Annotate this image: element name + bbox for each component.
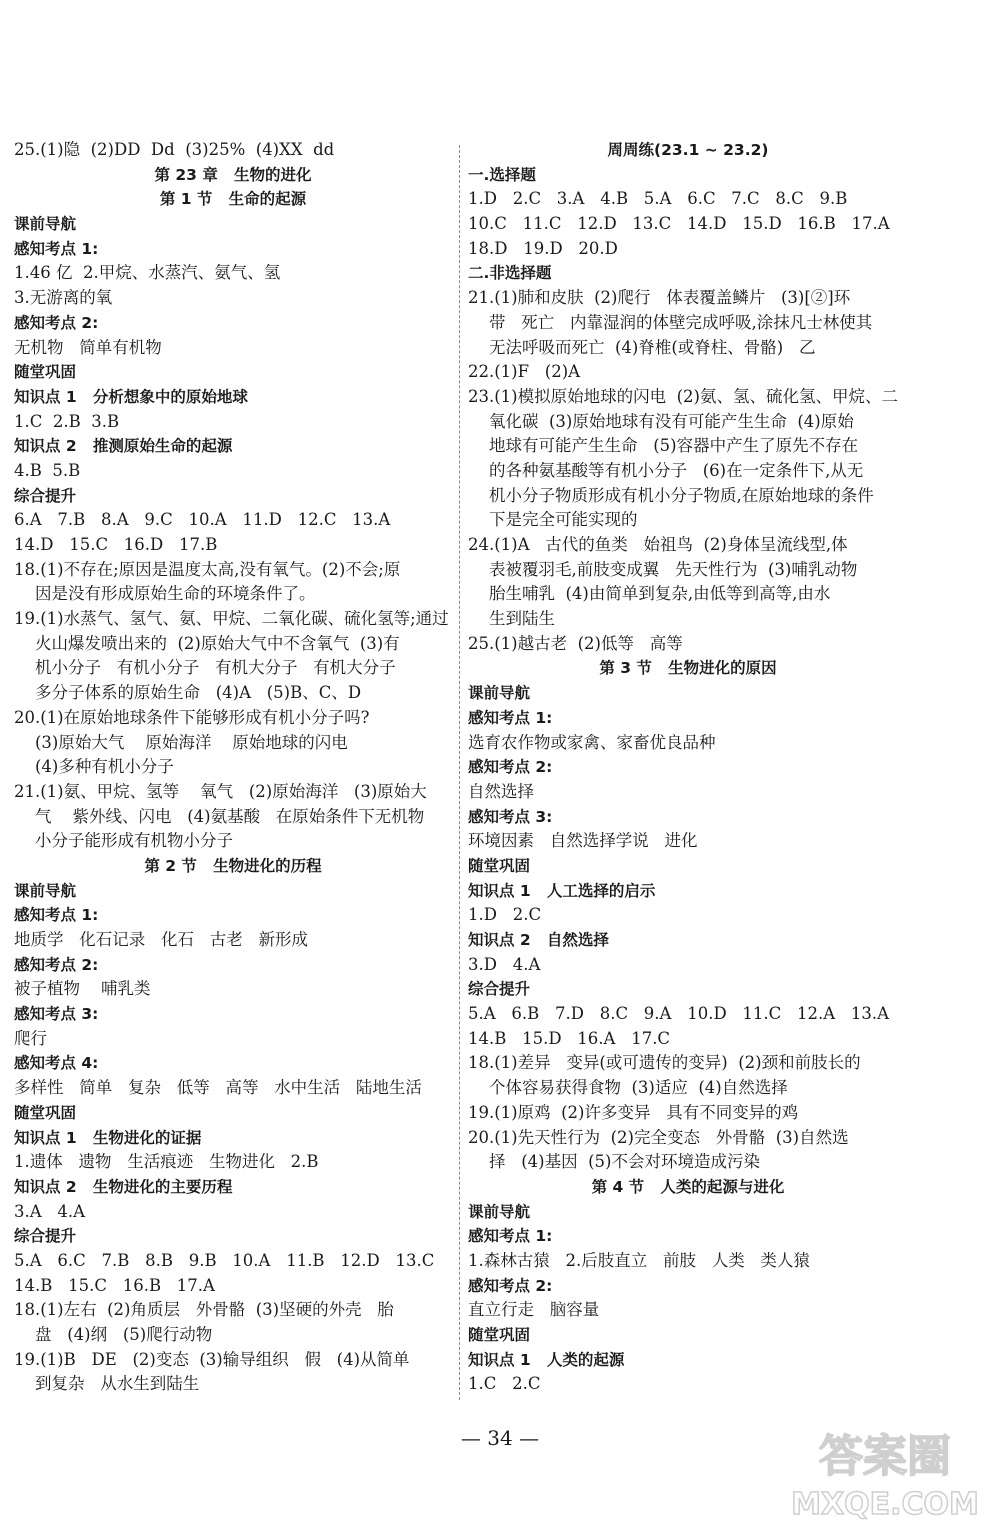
answer-line: 直立行走 脑容量 — [468, 1300, 600, 1320]
answer-line: 25.(1)隐 (2)DD Dd (3)25% (4)XX dd — [14, 140, 335, 159]
answer-line: 气 紫外线、闪电 (4)氨基酸 在原始条件下无机物 — [14, 806, 425, 826]
watermark-line1: 答案圈 — [819, 1431, 951, 1482]
answer-line: 10.C 11.C 12.D 13.C 14.D 15.D 16.B 17.A — [468, 214, 890, 234]
section-heading: 第 2 节 生物进化的历程 — [144, 856, 322, 875]
answer-line: 23.(1)模拟原始地球的闪电 (2)氨、氢、硫化氢、甲烷、二 — [468, 386, 898, 406]
answer-line: 3.无游离的氧 — [14, 288, 113, 308]
answer-line: 下是完全可能实现的 — [468, 510, 638, 530]
answer-line: 爬行 — [14, 1028, 47, 1048]
answer-line: 14.D 15.C 16.D 17.B — [14, 535, 218, 554]
section-heading: 周周练(23.1 ~ 23.2) — [607, 141, 769, 159]
subheading: 感知考点 4: — [14, 1054, 99, 1073]
answer-line: 5.A 6.C 7.B 8.B 9.B 10.A 11.B 12.D 13.C — [14, 1250, 435, 1270]
subheading: 知识点 2 生物进化的主要历程 — [14, 1177, 233, 1196]
answer-line: 1.森林古猿 2.后肢直立 前肢 人类 类人猿 — [468, 1250, 810, 1270]
subheading: 知识点 1 人类的起源 — [468, 1350, 625, 1369]
subheading: 感知考点 1: — [14, 239, 99, 258]
answer-line: 盘 (4)纲 (5)爬行动物 — [14, 1325, 213, 1344]
subheading: 综合提升 — [14, 1227, 77, 1246]
right-column — [468, 138, 908, 1397]
answer-line: 火山爆发喷出来的 (2)原始大气中不含氧气 (3)有 — [14, 633, 400, 653]
answer-line: 4.B 5.B — [14, 460, 81, 480]
left-column — [14, 138, 452, 1397]
answer-line: 被子植物 哺乳类 — [14, 979, 151, 999]
answer-line: 5.A 6.B 7.D 8.C 9.A 10.D 11.C 12.A 13.A — [468, 1004, 890, 1024]
answer-line: 表被覆羽毛,前肢变成翼 先天性行为 (3)哺乳动物 — [468, 559, 858, 579]
subheading: 知识点 1 生物进化的证据 — [14, 1128, 202, 1147]
subheading: 课前导航 — [14, 215, 77, 234]
subheading: 综合提升 — [14, 486, 77, 505]
answer-line: 带 死亡 内靠湿润的体壁完成呼吸,涂抹凡士林使其 — [468, 312, 873, 332]
answer-line: 因是没有形成原始生命的环境条件了。 — [14, 584, 316, 604]
answer-line: 1.遗体 遗物 生活痕迹 生物进化 2.B — [14, 1152, 319, 1172]
column-divider — [459, 145, 460, 1400]
answer-line: 6.A 7.B 8.A 9.C 10.A 11.D 12.C 13.A — [14, 510, 391, 530]
answer-line: 3.D 4.A — [468, 954, 541, 974]
answer-line: 多分子体系的原始生命 (4)A (5)B、C、D — [14, 683, 362, 703]
subheading: 随堂巩固 — [468, 1326, 531, 1344]
subheading: 知识点 1 分析想象中的原始地球 — [14, 387, 248, 406]
subheading: 随堂巩固 — [14, 363, 77, 382]
subheading: 感知考点 3: — [14, 1005, 99, 1024]
answer-line: 25.(1)越古老 (2)低等 高等 — [468, 633, 683, 653]
subheading: 课前导航 — [468, 1202, 531, 1221]
answer-line: 21.(1)肺和皮肤 (2)爬行 体表覆盖鳞片 (3)[②]环 — [468, 288, 851, 308]
answer-line: 的各种氨基酸等有机小分子 (6)在一定条件下,从无 — [468, 460, 864, 480]
answer-line: 机小分子 有机小分子 有机大分子 有机大分子 — [14, 658, 396, 678]
subheading: 随堂巩固 — [468, 856, 531, 875]
subheading: 感知考点 2: — [468, 758, 553, 777]
answer-line: 个体容易获得食物 (3)适应 (4)自然选择 — [468, 1078, 788, 1098]
subheading: 感知考点 2: — [14, 313, 99, 332]
answer-line: 20.(1)先天性行为 (2)完全变态 外骨骼 (3)自然选 — [468, 1127, 849, 1147]
answer-line: 无法呼吸而死亡 (4)脊椎(或脊柱、骨骼) 乙 — [468, 337, 816, 357]
subheading: 知识点 2 自然选择 — [468, 931, 609, 949]
answer-line: 18.(1)差异 变异(或可遗传的变异) (2)颈和前肢长的 — [468, 1053, 861, 1073]
answer-line: 地质学 化石记录 化石 古老 新形成 — [14, 930, 308, 949]
subheading: 感知考点 1: — [468, 1227, 553, 1246]
answer-line: 1.46 亿 2.甲烷、水蒸汽、氨气、氢 — [14, 263, 281, 283]
subheading: 二.非选择题 — [468, 264, 552, 283]
subheading: 综合提升 — [468, 980, 531, 999]
subheading: 知识点 2 推测原始生命的起源 — [14, 437, 233, 456]
answer-line: 机小分子物质形成有机小分子物质,在原始地球的条件 — [468, 485, 874, 505]
section-heading: 第 23 章 生物的进化 — [154, 165, 312, 184]
answer-line: 1.D 2.C — [468, 905, 542, 925]
subheading: 课前导航 — [14, 881, 77, 900]
answer-line: 19.(1)原鸡 (2)许多变异 具有不同变异的鸡 — [468, 1102, 799, 1122]
answer-line: (3)原始大气 原始海洋 原始地球的闪电 — [14, 732, 348, 752]
subheading: 感知考点 1: — [14, 906, 99, 925]
answer-line: 14.B 15.D 16.A 17.C — [468, 1028, 671, 1048]
watermark-line2: MXQE.COM — [791, 1487, 979, 1522]
answer-line: 20.(1)在原始地球条件下能够形成有机小分子吗? — [14, 707, 370, 727]
subheading: 感知考点 2: — [468, 1276, 553, 1295]
subheading: 感知考点 1: — [468, 708, 553, 727]
subheading: 感知考点 3: — [468, 807, 553, 826]
section-heading: 第 4 节 人类的起源与进化 — [591, 1177, 785, 1196]
page-number: — 34 — — [460, 1426, 540, 1450]
answer-line: 多样性 简单 复杂 低等 高等 水中生活 陆地生活 — [14, 1078, 422, 1098]
answer-line: 择 (4)基因 (5)不会对环境造成污染 — [468, 1152, 760, 1172]
answer-line: 氧化碳 (3)原始地球有没有可能产生生命 (4)原始 — [468, 411, 854, 431]
answer-line: 1.D 2.C 3.A 4.B 5.A 6.C 7.C 8.C 9.B — [468, 189, 848, 209]
section-heading: 第 3 节 生物进化的原因 — [599, 659, 777, 678]
subheading: 课前导航 — [468, 684, 531, 703]
subheading: 随堂巩固 — [14, 1103, 77, 1122]
answer-line: 小分子能形成有机物小分子 — [14, 831, 233, 851]
answer-line: 选育农作物或家禽、家畜优良品种 — [468, 732, 716, 752]
watermark-logo — [780, 1416, 990, 1526]
answer-line: 18.D 19.D 20.D — [468, 238, 618, 258]
answer-line: 无机物 简单有机物 — [14, 337, 162, 357]
answer-line: 19.(1)水蒸气、氢气、氨、甲烷、二氧化碳、硫化氢等;通过 — [14, 609, 449, 629]
answer-line: 19.(1)B DE (2)变态 (3)输导组织 假 (4)从简单 — [14, 1349, 410, 1369]
answer-line: 22.(1)F (2)A — [468, 362, 581, 382]
answer-line: 生到陆生 — [468, 609, 555, 629]
subheading: 知识点 1 人工选择的启示 — [468, 881, 656, 900]
answer-line: 环境因素 自然选择学说 进化 — [468, 831, 698, 851]
answer-line: 14.B 15.C 16.B 17.A — [14, 1275, 215, 1295]
answer-line: 18.(1)不存在;原因是温度太高,没有氧气。(2)不会;原 — [14, 559, 401, 579]
answer-line: 18.(1)左右 (2)角质层 外骨骼 (3)坚硬的外壳 胎 — [14, 1300, 394, 1320]
answer-line: 24.(1)A 古代的鱼类 始祖鸟 (2)身体呈流线型,体 — [468, 535, 848, 554]
answer-line: 胎生哺乳 (4)由简单到复杂,由低等到高等,由水 — [468, 584, 831, 604]
subheading: 一.选择题 — [468, 165, 536, 184]
answer-line: (4)多种有机小分子 — [14, 757, 174, 777]
answer-line: 1.C 2.C — [468, 1374, 541, 1394]
answer-line: 3.A 4.A — [14, 1201, 86, 1221]
answer-line: 自然选择 — [468, 781, 534, 801]
answer-line: 地球有可能产生生命 (5)容器中产生了原先不存在 — [468, 436, 859, 456]
answer-line: 到复杂 从水生到陆生 — [14, 1374, 200, 1394]
subheading: 感知考点 2: — [14, 955, 99, 974]
section-heading: 第 1 节 生命的起源 — [159, 190, 307, 209]
answer-line: 1.C 2.B 3.B — [14, 411, 120, 431]
answer-line: 21.(1)氨、甲烷、氢等 氧气 (2)原始海洋 (3)原始大 — [14, 781, 427, 801]
